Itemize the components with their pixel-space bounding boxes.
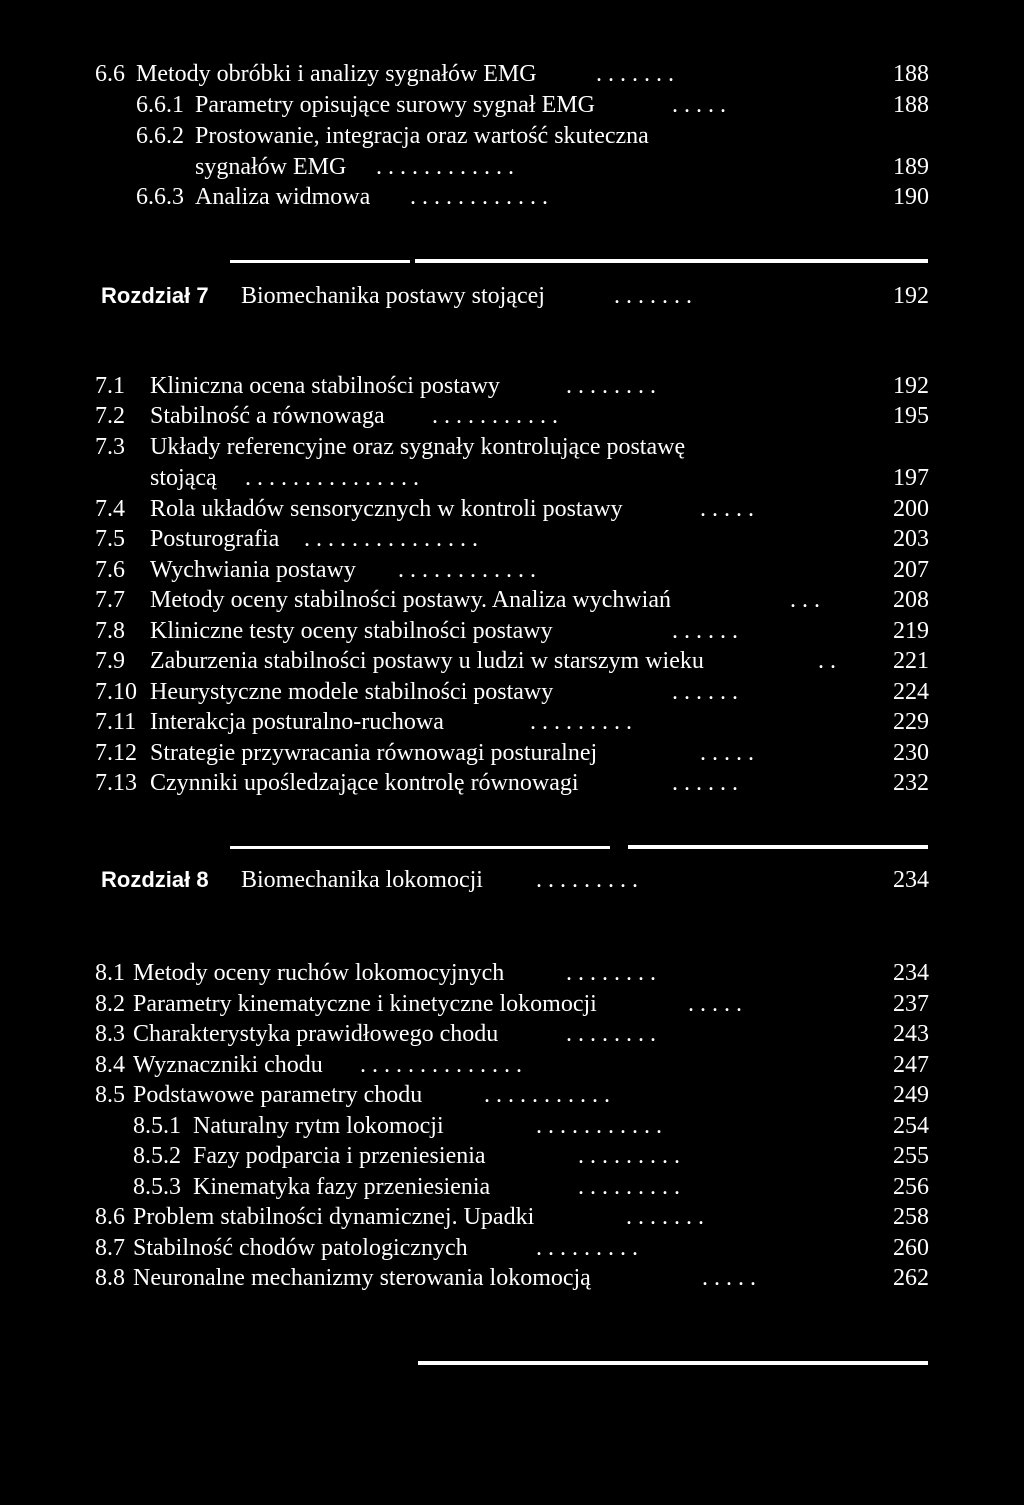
toc-page: 256 xyxy=(893,1174,929,1200)
toc-leader: . . . . . . . . . . . . . . . xyxy=(304,526,478,552)
toc-title: Prostowanie, integracja oraz wartość skuteczna xyxy=(195,123,649,149)
toc-row-8-5-3[interactable] xyxy=(0,1171,1024,1203)
toc-row-7-11[interactable] xyxy=(0,706,1024,738)
toc-number: 7.10 xyxy=(95,679,137,705)
toc-row-7-3-cont[interactable] xyxy=(0,462,1024,494)
toc-row-6-6-2-cont[interactable] xyxy=(0,151,1024,183)
toc-page: 234 xyxy=(893,960,929,986)
toc-title: Analiza widmowa xyxy=(195,184,371,210)
toc-leader: . . . . . xyxy=(688,991,742,1017)
toc-row-7-3[interactable] xyxy=(0,431,1024,463)
toc-page: 243 xyxy=(893,1021,929,1047)
toc-title: Posturografia xyxy=(150,526,280,552)
toc-title: Interakcja posturalno-ruchowa xyxy=(150,709,444,735)
toc-page: 247 xyxy=(893,1052,929,1078)
toc-title: Czynniki upośledzające kontrolę równowagi xyxy=(150,770,579,796)
toc-number: 8.8 xyxy=(95,1265,125,1291)
chapter-title: Biomechanika lokomocji xyxy=(241,867,483,893)
toc-leader: . . . . . . xyxy=(672,618,738,644)
toc-number: 8.2 xyxy=(95,991,125,1017)
toc-number: 7.11 xyxy=(95,709,137,735)
toc-row-8-3[interactable] xyxy=(0,1018,1024,1050)
toc-number: 7.6 xyxy=(95,557,125,583)
toc-page: 189 xyxy=(893,154,929,180)
toc-leader: . . . . . . . xyxy=(614,283,692,309)
chapter-label: Rozdział 7 xyxy=(101,283,209,308)
toc-title: Metody oceny stabilności postawy. Analiza wychwiań xyxy=(150,587,671,613)
toc-leader: . . . . . . xyxy=(672,770,738,796)
toc-number: 7.13 xyxy=(95,770,137,796)
toc-row-6-6-3[interactable] xyxy=(0,181,1024,213)
toc-leader: . . . xyxy=(790,587,820,613)
toc-title: Stabilność chodów patologicznych xyxy=(133,1235,468,1261)
toc-page: 190 xyxy=(893,184,929,210)
toc-number: 7.1 xyxy=(95,373,125,399)
toc-row-6-6[interactable] xyxy=(0,58,1024,90)
chapter-divider xyxy=(418,1361,928,1365)
toc-title: Metody obróbki i analizy sygnałów EMG xyxy=(136,61,537,87)
toc-title: Zaburzenia stabilności postawy u ludzi w starszym wieku xyxy=(150,648,704,674)
toc-number: 6.6.2 xyxy=(136,123,184,149)
toc-leader: . . . . . xyxy=(700,496,754,522)
toc-number: 7.7 xyxy=(95,587,125,613)
toc-title: Kliniczne testy oceny stabilności postawy xyxy=(150,618,553,644)
toc-title: Charakterystyka prawidłowego chodu xyxy=(133,1021,499,1047)
toc-leader: . . . . . . . . . xyxy=(536,867,638,893)
toc-page: 195 xyxy=(893,403,929,429)
toc-title: Układy referencyjne oraz sygnały kontrolujące postawę xyxy=(150,434,686,460)
toc-title: Strategie przywracania równowagi posturalnej xyxy=(150,740,598,766)
toc-page: 258 xyxy=(893,1204,929,1230)
toc-title: Fazy podparcia i przeniesienia xyxy=(193,1143,486,1169)
toc-page: 255 xyxy=(893,1143,929,1169)
toc-row-7-6[interactable] xyxy=(0,554,1024,586)
toc-row-7-4[interactable] xyxy=(0,493,1024,525)
toc-leader: . . . . . . xyxy=(672,679,738,705)
toc-title: Parametry opisujące surowy sygnał EMG xyxy=(195,92,595,118)
toc-title: Neuronalne mechanizmy sterowania lokomocją xyxy=(133,1265,591,1291)
chapter-7-heading[interactable] xyxy=(0,280,1024,312)
toc-leader: . . xyxy=(818,648,836,674)
toc-number: 8.4 xyxy=(95,1052,125,1078)
toc-page: 260 xyxy=(893,1235,929,1261)
toc-leader: . . . . . . . . . xyxy=(530,709,632,735)
toc-row-7-13[interactable] xyxy=(0,767,1024,799)
toc-leader: . . . . . . . . . . . . xyxy=(398,557,536,583)
chapter-divider xyxy=(230,260,410,263)
toc-leader: . . . . . . . xyxy=(596,61,674,87)
toc-row-6-6-2[interactable] xyxy=(0,120,1024,152)
toc-row-7-12[interactable] xyxy=(0,737,1024,769)
toc-title: Problem stabilności dynamicznej. Upadki xyxy=(133,1204,535,1230)
toc-page: 208 xyxy=(893,587,929,613)
toc-page: 197 xyxy=(893,465,929,491)
toc-row-7-2[interactable] xyxy=(0,400,1024,432)
chapter-divider xyxy=(628,845,928,849)
toc-page: 203 xyxy=(893,526,929,552)
toc-number: 7.4 xyxy=(95,496,125,522)
toc-row-7-8[interactable] xyxy=(0,615,1024,647)
toc-page: 224 xyxy=(893,679,929,705)
toc-page: 237 xyxy=(893,991,929,1017)
toc-page: 234 xyxy=(893,867,929,893)
toc-page: 221 xyxy=(893,648,929,674)
toc-number: 8.5 xyxy=(95,1082,125,1108)
chapter-title: Biomechanika postawy stojącej xyxy=(241,283,545,309)
toc-page: 219 xyxy=(893,618,929,644)
toc-row-7-5[interactable] xyxy=(0,523,1024,555)
toc-row-8-6[interactable] xyxy=(0,1201,1024,1233)
toc-row-8-8[interactable] xyxy=(0,1262,1024,1294)
toc-leader: . . . . . . . . xyxy=(566,373,656,399)
toc-leader: . . . . . . . . xyxy=(566,960,656,986)
toc-page: 232 xyxy=(893,770,929,796)
toc-title: Wychwiania postawy xyxy=(150,557,356,583)
toc-number: 8.5.3 xyxy=(133,1174,181,1200)
toc-title: Naturalny rytm lokomocji xyxy=(193,1113,444,1139)
toc-number: 6.6 xyxy=(95,61,125,87)
toc-row-7-7[interactable] xyxy=(0,584,1024,616)
chapter-label: Rozdział 8 xyxy=(101,867,209,892)
chapter-divider xyxy=(230,846,610,849)
toc-title: Heurystyczne modele stabilności postawy xyxy=(150,679,554,705)
toc-row-7-9[interactable] xyxy=(0,645,1024,677)
toc-page: 192 xyxy=(893,373,929,399)
toc-number: 8.6 xyxy=(95,1204,125,1230)
toc-title: Wyznaczniki chodu xyxy=(133,1052,323,1078)
toc-page: 254 xyxy=(893,1113,929,1139)
toc-leader: . . . . . . . . . . . . . . xyxy=(360,1052,522,1078)
toc-leader: . . . . . . . . . . . xyxy=(484,1082,610,1108)
toc-page: 207 xyxy=(893,557,929,583)
toc-leader: . . . . . . . . . . . . . . . xyxy=(245,465,419,491)
toc-title: sygnałów EMG xyxy=(195,154,347,180)
toc-title: Parametry kinematyczne i kinetyczne lokomocji xyxy=(133,991,597,1017)
toc-row-7-10[interactable] xyxy=(0,676,1024,708)
toc-number: 8.1 xyxy=(95,960,125,986)
toc-page: 200 xyxy=(893,496,929,522)
toc-leader: . . . . . . . . . . . . xyxy=(410,184,548,210)
toc-number: 8.3 xyxy=(95,1021,125,1047)
toc-row-8-5[interactable] xyxy=(0,1079,1024,1111)
toc-page: 229 xyxy=(893,709,929,735)
toc-leader: . . . . . xyxy=(700,740,754,766)
toc-number: 6.6.1 xyxy=(136,92,184,118)
toc-title: Stabilność a równowaga xyxy=(150,403,385,429)
toc-page: 262 xyxy=(893,1265,929,1291)
toc-row-8-4[interactable] xyxy=(0,1049,1024,1081)
toc-row-8-2[interactable] xyxy=(0,988,1024,1020)
toc-leader: . . . . . . . . xyxy=(566,1021,656,1047)
toc-page: 249 xyxy=(893,1082,929,1108)
toc-title: Metody oceny ruchów lokomocyjnych xyxy=(133,960,505,986)
toc-number: 6.6.3 xyxy=(136,184,184,210)
toc-leader: . . . . . . . . . . . xyxy=(536,1113,662,1139)
toc-row-7-1[interactable] xyxy=(0,370,1024,402)
toc-number: 7.8 xyxy=(95,618,125,644)
toc-row-8-5-1[interactable] xyxy=(0,1110,1024,1142)
toc-row-8-1[interactable] xyxy=(0,957,1024,989)
toc-number: 7.5 xyxy=(95,526,125,552)
toc-leader: . . . . . . . . . xyxy=(578,1143,680,1169)
toc-leader: . . . . . xyxy=(672,92,726,118)
toc-number: 7.2 xyxy=(95,403,125,429)
toc-leader: . . . . . . . . . xyxy=(578,1174,680,1200)
toc-page: 188 xyxy=(893,61,929,87)
toc-number: 8.7 xyxy=(95,1235,125,1261)
toc-page: 192 xyxy=(893,283,929,309)
toc-row-6-6-1[interactable] xyxy=(0,89,1024,121)
toc-title: Kliniczna ocena stabilności postawy xyxy=(150,373,500,399)
toc-leader: . . . . . . . . . . . . xyxy=(376,154,514,180)
toc-page: 188 xyxy=(893,92,929,118)
toc-leader: . . . . . . . xyxy=(626,1204,704,1230)
toc-leader: . . . . . . . . . . . xyxy=(432,403,558,429)
toc-row-8-5-2[interactable] xyxy=(0,1140,1024,1172)
toc-number: 7.9 xyxy=(95,648,125,674)
toc-number: 8.5.1 xyxy=(133,1113,181,1139)
toc-title: Kinematyka fazy przeniesienia xyxy=(193,1174,491,1200)
toc-title: Rola układów sensorycznych w kontroli postawy xyxy=(150,496,623,522)
toc-leader: . . . . . . . . . xyxy=(536,1235,638,1261)
toc-number: 7.3 xyxy=(95,434,125,460)
toc-number: 7.12 xyxy=(95,740,137,766)
toc-number: 8.5.2 xyxy=(133,1143,181,1169)
toc-leader: . . . . . xyxy=(702,1265,756,1291)
chapter-8-heading[interactable] xyxy=(0,864,1024,896)
toc-page: 230 xyxy=(893,740,929,766)
chapter-divider xyxy=(415,259,928,263)
toc-title: stojącą xyxy=(150,465,217,491)
toc-title: Podstawowe parametry chodu xyxy=(133,1082,423,1108)
toc-row-8-7[interactable] xyxy=(0,1232,1024,1264)
